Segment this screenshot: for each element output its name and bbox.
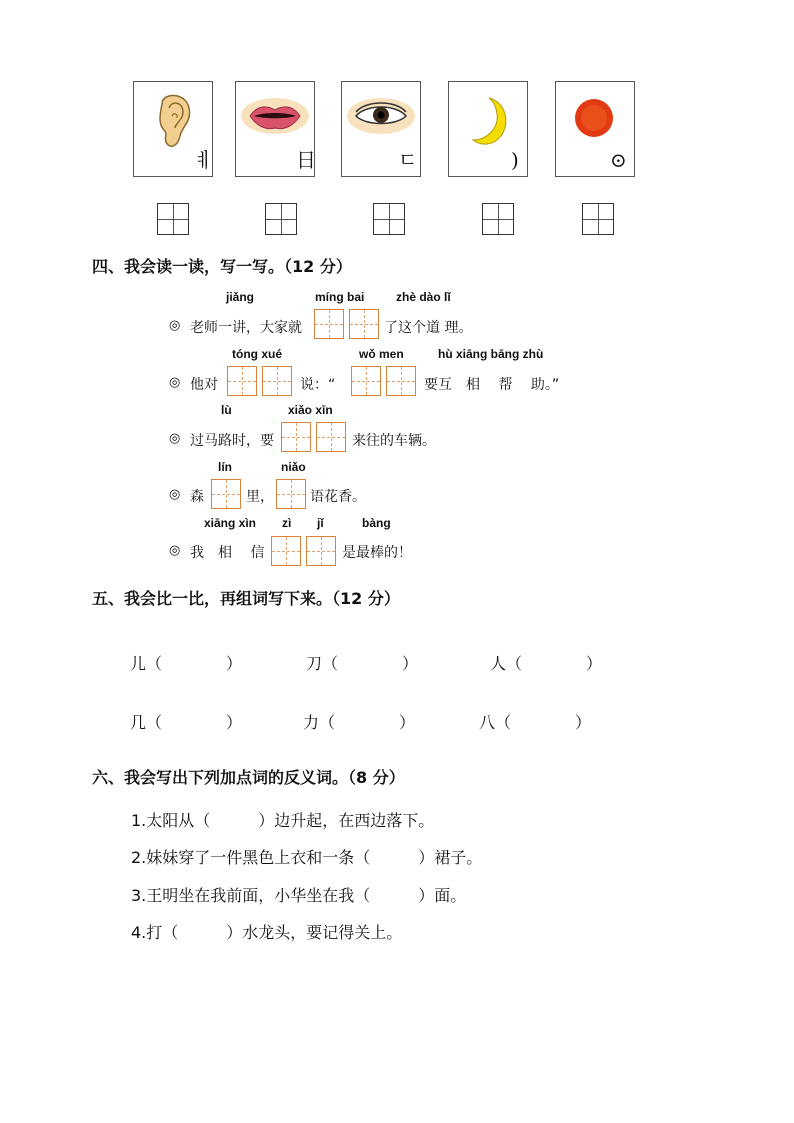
pinyin: lín (218, 460, 232, 474)
answer-box-mouth[interactable] (265, 203, 297, 235)
pinyin: zì (282, 516, 292, 530)
sentence-text: 是最棒的！ (342, 545, 412, 561)
sentence-text: 里， (246, 489, 274, 505)
ancient-glyph-mouth: 日 (296, 148, 316, 172)
bullet-icon: ◎ (169, 487, 181, 502)
compare-item: 刀（ ） (306, 654, 419, 673)
question-item: 1.太阳从（ ）边升起，在西边落下。 (131, 811, 435, 830)
answer-box-eye[interactable] (373, 203, 405, 235)
answer-box[interactable] (281, 422, 311, 452)
picture-card-mouth (235, 81, 315, 177)
answer-box[interactable] (316, 422, 346, 452)
pinyin: niǎo (281, 460, 306, 474)
answer-box[interactable] (351, 366, 381, 396)
question-item: 3.王明坐在我前面，小华坐在我（ ）面。 (131, 886, 467, 905)
compare-item: 儿（ ） (130, 654, 243, 673)
ancient-glyph-sun: ⊙ (610, 148, 627, 172)
compare-item: 八（ ） (479, 713, 592, 732)
sentence-text: 说：“ (300, 377, 336, 393)
picture-card-eye (341, 81, 421, 177)
pinyin: lù (221, 403, 232, 417)
answer-box[interactable] (211, 479, 241, 509)
picture-card-moon (448, 81, 528, 177)
compare-item: 人（ ） (490, 654, 603, 673)
picture-card-sun (555, 81, 635, 177)
ancient-glyph-moon: ) (511, 148, 519, 172)
sentence-text: 老师一讲，大家就 (190, 320, 302, 336)
sentence-text: 他对 (190, 377, 218, 393)
sentence-text: 我 相 信 (190, 545, 265, 561)
bullet-icon: ◎ (169, 375, 181, 390)
sentence-text: 语花香。 (310, 489, 366, 505)
section-5-title: 五、我会比一比，再组词写下来。（12 分） (92, 589, 400, 608)
answer-box[interactable] (271, 536, 301, 566)
question-item: 2.妹妹穿了一件黑色上衣和一条（ ）裙子。 (131, 848, 483, 867)
sentence-text: 了这个道 理。 (384, 320, 473, 336)
sentence-text: 要互 相 帮 助。” (424, 377, 560, 393)
pinyin: bàng (362, 516, 391, 530)
bullet-icon: ◎ (169, 543, 181, 558)
pinyin: jiǎng (226, 290, 255, 304)
sentence-text: 森 (190, 489, 204, 505)
pinyin: wǒ men (359, 347, 404, 361)
bullet-icon: ◎ (169, 318, 181, 333)
ancient-glyph-eye: ㄷ (398, 148, 418, 172)
answer-box[interactable] (262, 366, 292, 396)
answer-box[interactable] (386, 366, 416, 396)
answer-box[interactable] (276, 479, 306, 509)
section-4-title: 四、我会读一读，写一写。（12 分） (92, 257, 352, 276)
section-6-title: 六、我会写出下列加点词的反义词。（8 分） (92, 768, 405, 787)
pinyin: hù xiāng bāng zhù (438, 347, 544, 361)
sentence-text: 过马路时，要 (190, 433, 274, 449)
ancient-glyph-ear: ㅖ (194, 148, 214, 172)
answer-box[interactable] (349, 309, 379, 339)
answer-box-sun[interactable] (582, 203, 614, 235)
answer-box[interactable] (306, 536, 336, 566)
bullet-icon: ◎ (169, 431, 181, 446)
pinyin: xiǎo xīn (288, 403, 333, 417)
question-item: 4.打（ ）水龙头，要记得关上。 (131, 923, 403, 942)
picture-card-ear (133, 81, 213, 177)
answer-box-moon[interactable] (482, 203, 514, 235)
pinyin: tóng xué (232, 347, 282, 361)
answer-box-ear[interactable] (157, 203, 189, 235)
pinyin: zhè dào lǐ (396, 290, 451, 304)
compare-item: 力（ ） (303, 713, 416, 732)
compare-item: 几（ ） (130, 713, 243, 732)
pinyin: míng bai (315, 290, 365, 304)
answer-box[interactable] (227, 366, 257, 396)
answer-box[interactable] (314, 309, 344, 339)
sentence-text: 来往的车辆。 (352, 433, 436, 449)
pinyin: jǐ (317, 516, 324, 530)
pinyin: xiāng xìn (204, 516, 257, 530)
